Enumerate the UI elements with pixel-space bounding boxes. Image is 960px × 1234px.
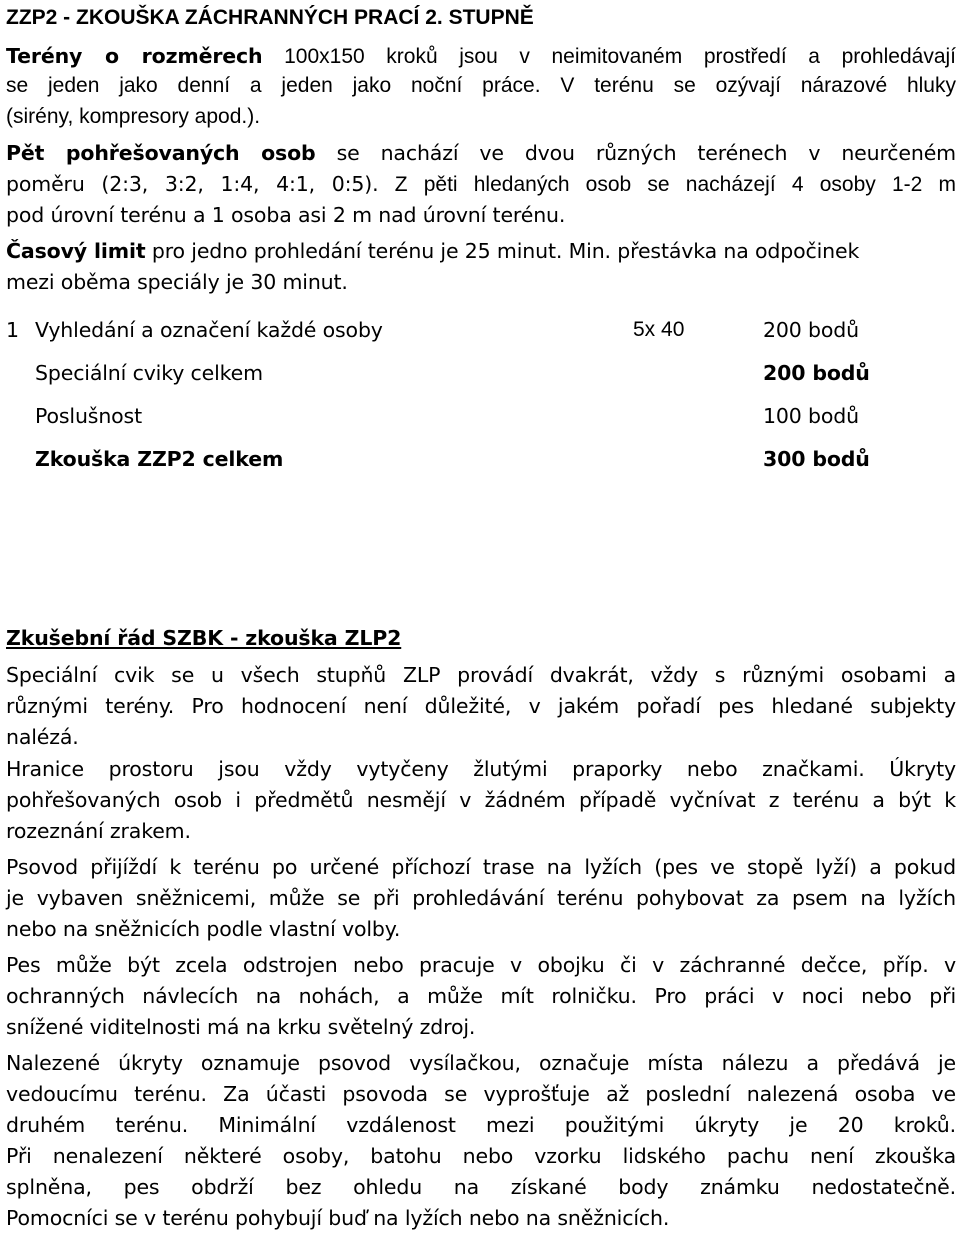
scoring-row-points: 200 bodů: [763, 318, 860, 342]
body-line: Při nenalezení některé osoby, batohu nebo vzorku lidského pachu není zkouška: [6, 1144, 956, 1168]
scoring-row-label: Poslušnost: [35, 404, 142, 428]
scoring-row-special-total: [35, 357, 935, 389]
scoring-row-label: Vyhledání a označení každé osoby: [35, 318, 383, 342]
scoring-item-number: 1: [6, 318, 19, 342]
body-line: Nalezené úkryty oznamuje psovod vysílačkou, označuje místa nálezu a předává je: [6, 1051, 956, 1075]
time-limit-bold-label: Časový limit: [6, 239, 146, 263]
scoring-row-search: [35, 314, 935, 346]
body-line: pohřešovaných osob i předmětů nesmějí v žádném případě vyčnívat z terénu a být k: [6, 788, 956, 812]
terrain-bold-label: Terény o rozměrech: [6, 44, 263, 68]
time-limit-line-2: mezi oběma speciály je 30 minut.: [6, 270, 348, 294]
terrain-paragraph-line-2: se jeden jako denní a jeden jako noční práce. V terénu se ozývají nárazové hluky: [6, 74, 956, 97]
scoring-row-label: Zkouška ZZP2 celkem: [35, 447, 284, 471]
document-title: ZZP2 - ZKOUŠKA ZÁCHRANNÝCH PRACÍ 2. STUPNĚ: [6, 6, 534, 29]
terrain-paragraph-line-3: (sirény, kompresory apod.).: [6, 105, 261, 128]
scoring-row-label: Speciální cviky celkem: [35, 361, 263, 385]
time-limit-line-1: Časový limit pro jedno prohledání terénu je 25 minut. Min. přestávka na odpočinek: [6, 239, 860, 263]
persons-paragraph-line-3: pod úrovní terénu a 1 osoba asi 2 m nad úrovní terénu.: [6, 203, 566, 227]
body-line: druhém terénu. Minimální vzdálenost mezi použitými úkryty je 20 kroků.: [6, 1113, 956, 1137]
body-line: snížené viditelnosti má na krku světelný zdroj.: [6, 1015, 476, 1039]
section-heading: Zkušební řád SZBK - zkouška ZLP2: [6, 626, 402, 650]
scoring-row-obedience: [35, 400, 935, 432]
scoring-row-points: 300 bodů: [763, 447, 870, 471]
body-line: Hranice prostoru jsou vždy vytyčeny žlutými praporky nebo značkami. Úkryty: [6, 757, 956, 781]
scoring-row-points: 200 bodů: [763, 361, 870, 385]
terrain-paragraph-line-1: Terény o rozměrech 100x150 kroků jsou v neimitovaném prostředí a prohledávají: [6, 44, 956, 68]
body-line: nalézá.: [6, 725, 79, 749]
body-line: Speciální cvik se u všech stupňů ZLP provádí dvakrát, vždy s různými osobami a: [6, 663, 956, 687]
body-line: splněna, pes obdrží bez ohledu na získané body známku nedostatečně.: [6, 1175, 956, 1199]
body-line: Psovod přijíždí k terénu po určené příchozí trase na lyžích (pes ve stopě lyží) a pokud: [6, 855, 956, 879]
persons-bold-label: Pět pohřešovaných osob: [6, 141, 316, 165]
scoring-row-exam-total: [35, 443, 935, 475]
body-line: ochranných návlecích na nohách, a může mít rolničku. Pro práci v noci nebo při: [6, 984, 956, 1008]
body-line: Pes může být zcela odstrojen nebo pracuje v obojku či v záchranné dečce, příp. v: [6, 953, 956, 977]
body-line: rozeznání zrakem.: [6, 819, 191, 843]
body-line: je vybaven sněžnicemi, může se při prohledávání terénu pohybovat za psem na lyžích: [6, 886, 956, 910]
scoring-row-points: 100 bodů: [763, 404, 860, 428]
body-line: Pomocníci se v terénu pohybují buď na lyžích nebo na sněžnicích.: [6, 1206, 670, 1230]
persons-paragraph-line-2: poměru (2:3, 3:2, 1:4, 4:1, 0:5). Z pěti hledaných osob se nacházejí 4 osoby 1-2 m: [6, 172, 956, 196]
scoring-row-multiplier: 5x 40: [633, 318, 685, 341]
persons-paragraph-line-1: Pět pohřešovaných osob se nachází ve dvou různých terénech v neurčeném: [6, 141, 957, 165]
body-line: nebo na sněžnicích podle vlastní volby.: [6, 917, 401, 941]
body-line: vedoucímu terénu. Za účasti psovoda se vyprošťuje až poslední nalezená osoba ve: [6, 1082, 956, 1106]
body-line: různými terény. Pro hodnocení není důležité, v jakém pořadí pes hledané subjekty: [6, 694, 956, 718]
